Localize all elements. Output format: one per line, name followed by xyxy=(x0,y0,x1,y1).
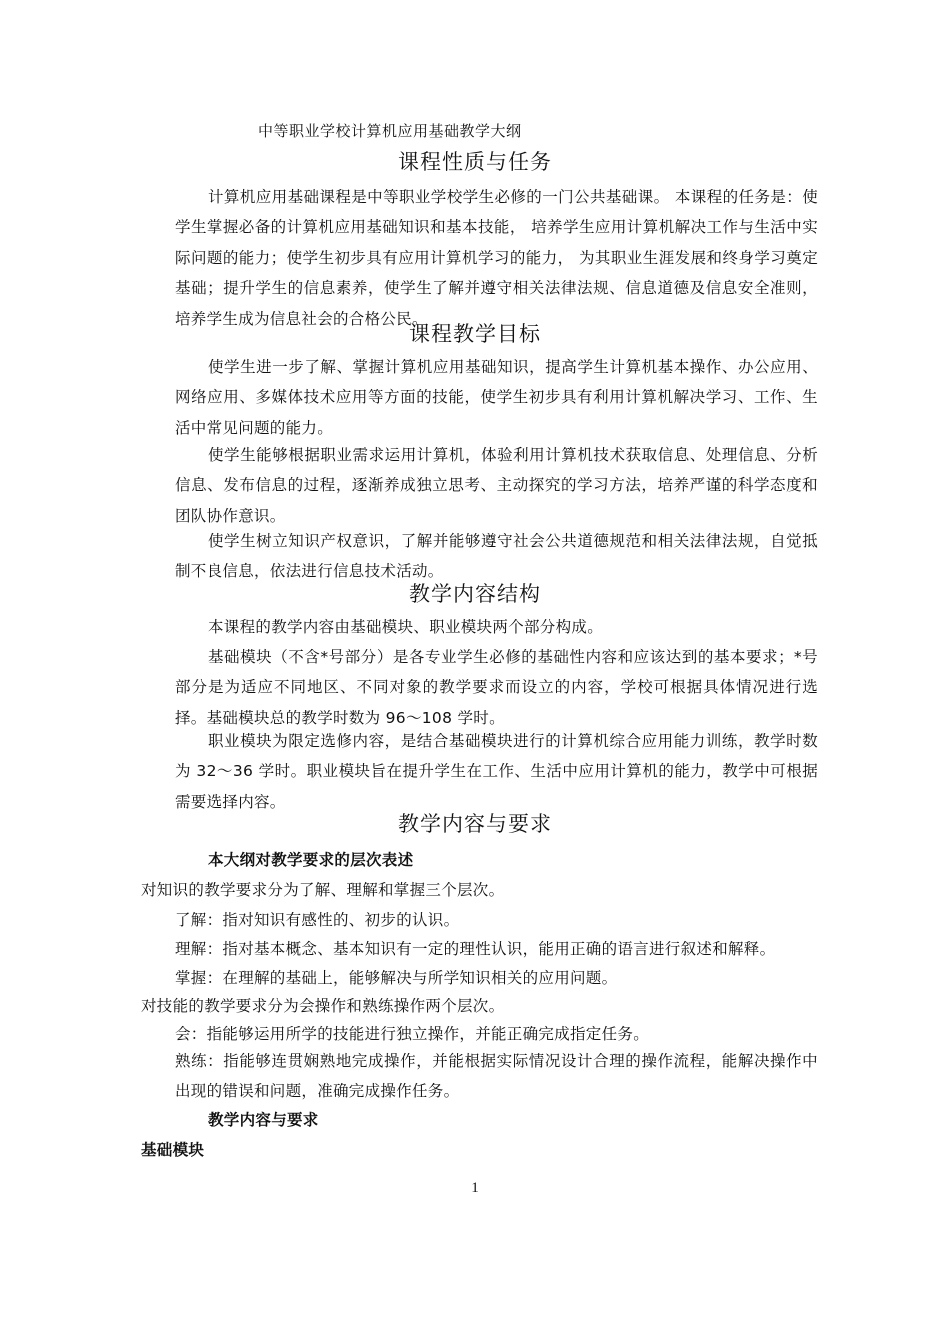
knowledge-level-understand: 了解：指对知识有感性的、初步的认识。 xyxy=(175,911,460,929)
document-title: 中等职业学校计算机应用基础教学大纲 xyxy=(258,122,522,140)
page-number: 1 xyxy=(471,1180,479,1196)
subheading-requirement-levels: 本大纲对教学要求的层次表述 xyxy=(208,851,414,869)
heading-content-structure: 教学内容结构 xyxy=(409,582,541,606)
skill-level-can-operate: 会：指能够运用所学的技能进行独立操作，并能正确完成指定任务。 xyxy=(175,1025,650,1043)
paragraph-structure-2: 基础模块（不含*号部分）是各专业学生必修的基础性内容和应该达到的基本要求；*号部分是为适应不同地区、不同对象的教学要求而设立的内容，学校可根据具体情况进行选择。基础模块总的教学时数为 96～108 学时。 xyxy=(175,648,818,727)
knowledge-level-comprehend: 理解：指对基本概念、基本知识有一定的理性认识，能用正确的语言进行叙述和解释。 xyxy=(175,940,776,958)
skill-levels-intro: 对技能的教学要求分为会操作和熟练操作两个层次。 xyxy=(141,997,505,1015)
paragraph-structure-3: 职业模块为限定选修内容，是结合基础模块进行的计算机综合应用能力训练，教学时数为 32～36 学时。职业模块旨在提升学生在工作、生活中应用计算机的能力，教学中可根据需要选择内容。 xyxy=(175,732,818,811)
skill-level-proficient: 熟练：指能够连贯娴熟地完成操作，并能根据实际情况设计合理的操作流程，能解决操作中出现的错误和问题，准确完成操作任务。 xyxy=(175,1052,818,1101)
heading-basic-module: 基础模块 xyxy=(141,1141,205,1159)
heading-course-nature: 课程性质与任务 xyxy=(398,150,552,174)
heading-teaching-goals: 课程教学目标 xyxy=(409,322,541,346)
heading-content-requirements: 教学内容与要求 xyxy=(398,812,552,836)
knowledge-level-master: 掌握：在理解的基础上，能够解决与所学知识相关的应用问题。 xyxy=(175,969,618,987)
subheading-content-requirements: 教学内容与要求 xyxy=(208,1111,319,1129)
paragraph-course-nature: 计算机应用基础课程是中等职业学校学生必修的一门公共基础课。 本课程的任务是：使学生掌握必备的计算机应用基础知识和基本技能， 培养学生应用计算机解决工作与生活中实际问题的能力；使学生初步具有应用计算机学习的能力， 为其职业生涯发展和终身学习奠定基础；提升学生的信息素养，使学生了解并遵守相关法律法规、信息道德及信息安全准则，培养学生成为信息社会的合格公民。 xyxy=(175,188,818,328)
knowledge-levels-intro: 对知识的教学要求分为了解、理解和掌握三个层次。 xyxy=(141,881,505,899)
paragraph-goal-3: 使学生树立知识产权意识，了解并能够遵守社会公共道德规范和相关法律法规，自觉抵制不良信息，依法进行信息技术活动。 xyxy=(175,532,818,581)
paragraph-goal-2: 使学生能够根据职业需求运用计算机，体验利用计算机技术获取信息、处理信息、分析信息、发布信息的过程，逐渐养成独立思考、主动探究的学习方法，培养严谨的科学态度和团队协作意识。 xyxy=(175,446,818,525)
paragraph-goal-1: 使学生进一步了解、掌握计算机应用基础知识，提高学生计算机基本操作、办公应用、网络应用、多媒体技术应用等方面的技能，使学生初步具有利用计算机解决学习、工作、生活中常见问题的能力。 xyxy=(175,358,818,437)
paragraph-structure-1: 本课程的教学内容由基础模块、职业模块两个部分构成。 xyxy=(208,618,604,636)
